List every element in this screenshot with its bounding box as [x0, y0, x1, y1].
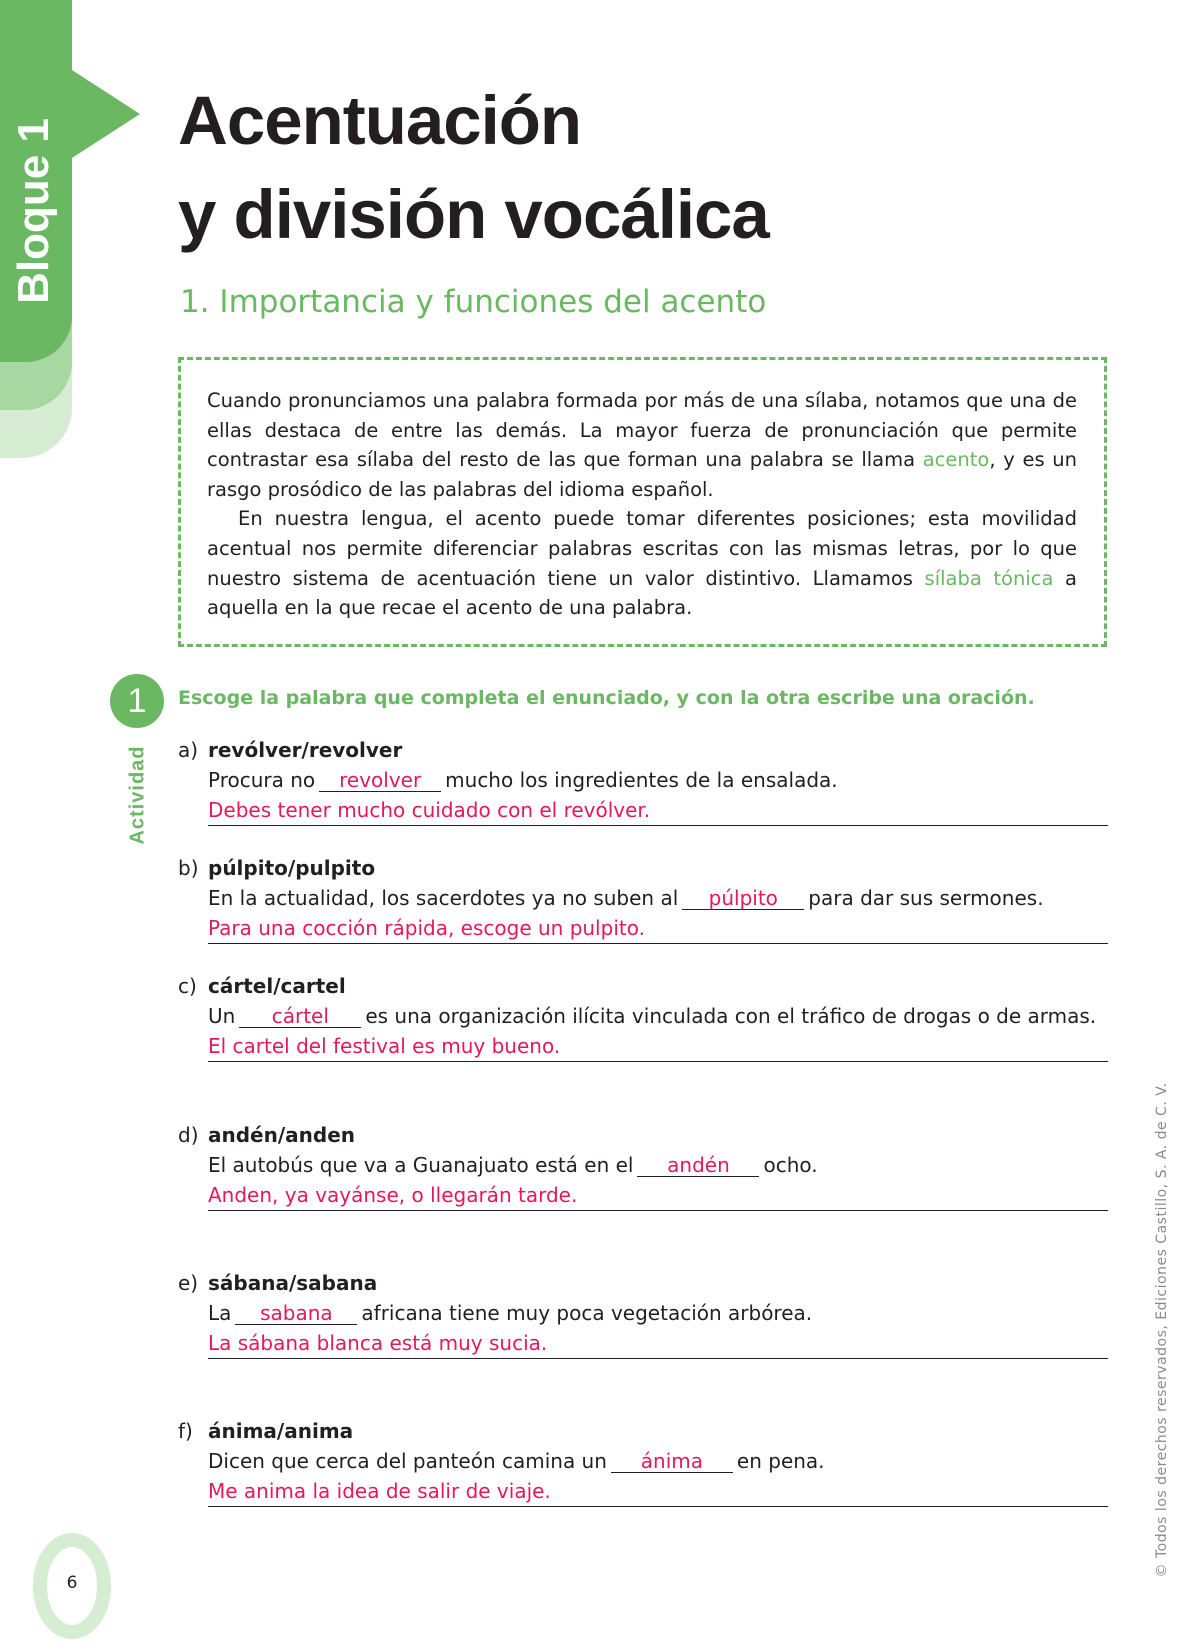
fill-blank: revolver	[319, 769, 441, 792]
word-pair: cártel/cartel	[208, 974, 346, 998]
item-letter: d)	[178, 1123, 199, 1147]
item-letter: e)	[178, 1271, 199, 1295]
prompt-text: Un	[208, 1004, 236, 1028]
prompt-text: En la actualidad, los sacerdotes ya no suben al	[208, 886, 679, 910]
exercise-item	[178, 1416, 1108, 1507]
answer-line: Anden, ya vayánse, o llegarán tarde.	[208, 1180, 1108, 1211]
word-pair: revólver/revolver	[208, 738, 403, 762]
item-letter: c)	[178, 974, 197, 998]
fill-blank: sabana	[235, 1302, 357, 1325]
prompt-text: en pena.	[736, 1449, 825, 1473]
prompt-text: La	[208, 1301, 232, 1325]
answer-line: Para una cocción rápida, escoge un pulpito.	[208, 913, 1108, 944]
item-letter: a)	[178, 738, 199, 762]
fill-blank: púlpito	[682, 887, 804, 910]
answer-line: La sábana blanca está muy sucia.	[208, 1328, 1108, 1359]
prompt-sentence	[208, 1001, 1108, 1031]
info-paragraph-2	[207, 504, 1077, 622]
page-title-line-1: Acentuación	[178, 82, 582, 159]
key-term-silaba-tonica: sílaba tónica	[924, 566, 1054, 590]
answer-line: El cartel del festival es muy bueno.	[208, 1031, 1108, 1062]
prompt-text: ocho.	[763, 1153, 818, 1177]
fill-blank: andén	[637, 1154, 759, 1177]
item-letter: b)	[178, 856, 199, 880]
exercise-item	[178, 971, 1108, 1062]
fill-blank: ánima	[611, 1450, 733, 1473]
activity-instruction: Escoge la palabra que completa el enunciado, y con la otra escribe una oración.	[178, 687, 1035, 709]
prompt-text: es una organización ilícita vinculada con el tráfico de drogas o de armas.	[365, 1004, 1097, 1028]
prompt-sentence	[208, 883, 1108, 913]
word-pair: sábana/sabana	[208, 1271, 378, 1295]
prompt-text: africana tiene muy poca vegetación arbórea.	[361, 1301, 813, 1325]
exercise-item	[178, 735, 1108, 826]
prompt-sentence	[208, 1150, 1108, 1180]
prompt-sentence	[208, 1298, 1108, 1328]
prompt-text: El autobús que va a Guanajuato está en el	[208, 1153, 634, 1177]
answer-line: Me anima la idea de salir de viaje.	[208, 1476, 1108, 1507]
prompt-text: para dar sus sermones.	[808, 886, 1044, 910]
prompt-sentence	[208, 1446, 1108, 1476]
prompt-text: mucho los ingredientes de la ensalada.	[445, 768, 838, 792]
block-label: Bloque 1	[9, 118, 58, 304]
page-title-line-2: y división vocálica	[178, 176, 769, 253]
activity-label: Actividad	[126, 745, 149, 845]
prompt-text: Procura no	[208, 768, 316, 792]
copyright-notice: © Todos los derechos reservados, Ediciones Castillo, S. A. de C. V.	[1154, 1082, 1170, 1578]
fill-blank: cártel	[239, 1005, 361, 1028]
info-text: , y es un rasgo prosódico de las palabras del idioma español.	[207, 448, 1077, 501]
page-title	[178, 74, 769, 262]
info-text: En nuestra lengua, el acento puede tomar diferentes posiciones; esta movilidad acentual nos permite diferenciar palabras escritas con las mismas letras, por lo que nuestro sistema de acentuación tiene un valor distintivo. Llamamos	[207, 507, 1077, 590]
info-text: Cuando pronunciamos una palabra formada por más de una sílaba, notamos que una de ellas destaca de entre las demás. La mayor fuerza de pronunciación que permite contrastar esa sílaba del resto de las que forman una palabra se llama	[207, 389, 1077, 472]
info-text: a aquella en la que recae el acento de una palabra.	[207, 566, 1078, 620]
side-tab-arrow	[72, 70, 140, 158]
word-pair: ánima/anima	[208, 1419, 354, 1443]
key-term-acento: acento	[922, 448, 990, 472]
page-number: 6	[66, 1573, 78, 1593]
item-letter: f)	[178, 1419, 193, 1443]
section-heading: 1. Importancia y funciones del acento	[180, 284, 767, 320]
activity-number-badge: 1	[110, 674, 164, 728]
answer-line: Debes tener mucho cuidado con el revólver.	[208, 795, 1108, 826]
word-pair: púlpito/pulpito	[208, 856, 376, 880]
word-pair: andén/anden	[208, 1123, 356, 1147]
prompt-text: Dicen que cerca del panteón camina un	[208, 1449, 607, 1473]
info-paragraph-1	[207, 386, 1077, 504]
exercise-item	[178, 853, 1108, 944]
prompt-sentence	[208, 765, 1108, 795]
exercise-item	[178, 1268, 1108, 1359]
info-box	[178, 357, 1107, 647]
exercise-item	[178, 1120, 1108, 1211]
